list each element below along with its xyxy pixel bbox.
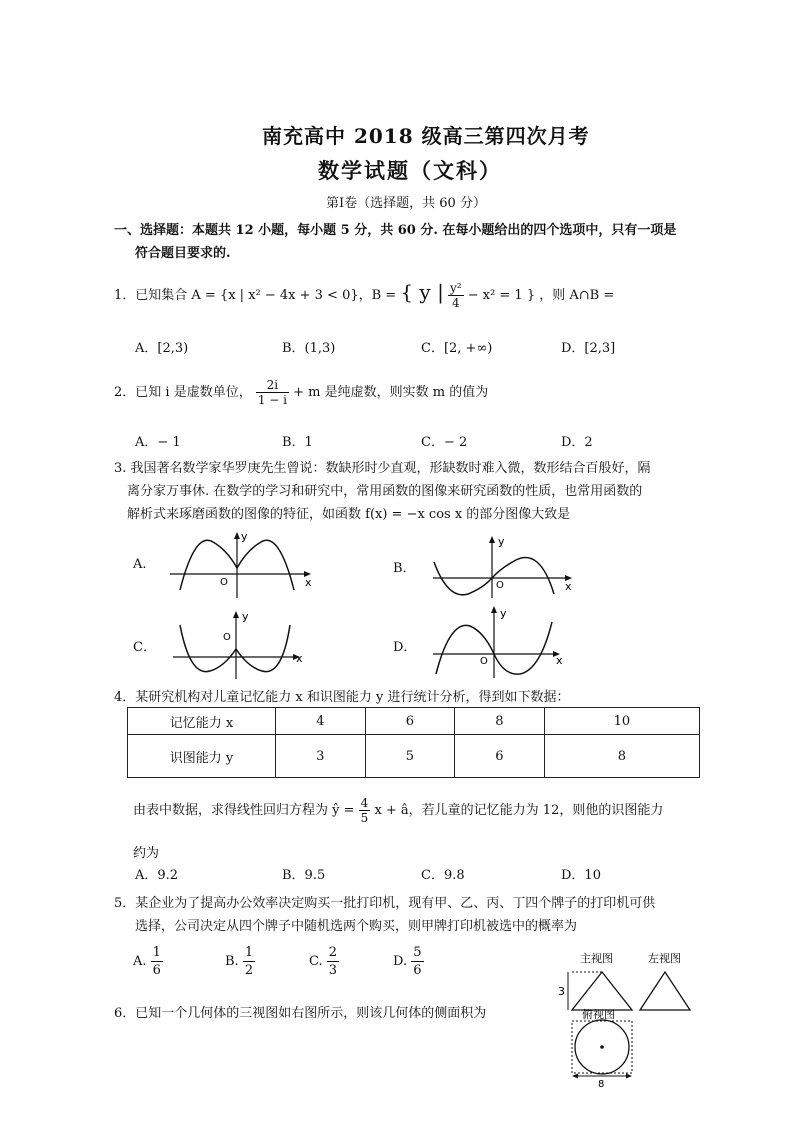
side-view-triangle [640,972,690,1010]
q3-label-c: C． [133,640,156,655]
q5-d-num: 5 [413,945,422,960]
table-row [128,735,700,778]
q5-option-a [133,944,163,979]
graph-b-origin: O [496,580,504,591]
q5-d-den: 6 [413,963,422,978]
q2-option-d: D．2 [561,435,593,450]
section-title: 第Ⅰ卷（选择题，共 60 分） [326,196,486,211]
q5-line2: 选择，公司决定从四个牌子中随机选两个购买，则甲牌打印机被选中的概率为 [135,919,578,934]
q2-option-a: A．− 1 [135,435,181,450]
q3-graph-a [165,528,325,602]
subject-title: 数学试题（文科） [318,158,502,183]
q4-option-d: D．10 [561,868,601,883]
width-label: 8 [598,1079,605,1088]
q5-option-b-fraction [243,944,255,979]
graph-d-x-label: x [556,654,563,667]
q4-option-a: A．9.2 [135,868,179,883]
graph-a-origin: O [220,577,228,588]
front-view-triangle [572,972,632,1010]
q3-line1: 3. 我国著名数学家华罗庚先生曾说：数缺形时少直观，形缺数时难入微，数形结合百般好，隔 [114,461,651,476]
q5-a-den: 6 [152,963,161,978]
graph-d-origin: O [480,656,488,667]
table-cell-label: 记忆能力 x [128,708,276,735]
q5-option-a-fraction [151,944,163,979]
q2-suffix: + m 是纯虚数，则实数 m 的值为 [293,385,489,400]
table-cell: 10 [544,708,699,735]
question-1 [114,280,614,310]
q4-option-c: C．9.8 [421,868,465,883]
table-cell-label: 识图能力 y [128,735,276,778]
q4-intro: 4．某研究机构对儿童记忆能力 x 和识图能力 y 进行统计分析，得到如下数据： [114,690,570,705]
q4-option-b: B．9.5 [282,868,326,883]
q5-option-c [309,944,339,979]
table-cell: 3 [276,735,366,778]
q3-label-a: A. [133,557,147,572]
table-row [128,708,700,735]
q2-option-b: B．1 [282,435,313,450]
front-view-label: 主视图 [580,952,613,965]
q5-line1: 5．某企业为了提高办公效率决定购买一批打印机，现有甲、乙、丙、丁四个牌子的打印机可供 [114,896,656,911]
q1-frac-den: 4 [451,296,460,310]
graph-d-y-label: y [500,607,507,620]
graph-c-y-label: y [242,610,249,623]
q1-option-a: A．[2,3) [135,341,189,356]
q1-frac-num: y² [449,281,462,295]
q3-label-b: B． [393,561,416,576]
q2-prefix: 2．已知 i 是虚数单位， [114,385,252,400]
q3-graph-c [168,607,318,681]
q5-a-num: 1 [152,945,161,960]
table-cell: 5 [365,735,455,778]
q1-option-d: D．[2,3] [561,341,616,356]
q5-option-c-letter: C. [309,954,323,969]
q4-frac-den: 5 [360,811,369,825]
q2-frac-den: 1 − i [257,393,287,407]
q5-option-a-letter: A. [133,954,147,969]
q3-graph-d [428,602,583,680]
q1-option-b: B．(1,3) [282,341,336,356]
q5-option-b-letter: B. [225,954,239,969]
q3-label-d: D． [393,640,417,655]
top-view-label: 俯视图 [582,1008,615,1021]
q4-data-table [127,707,700,778]
part1-heading-line1: 一、选择题：本题共 12 小题，每小题 5 分，共 60 分. 在每小题给出的四个选项中，只有一项是 [114,223,677,238]
q4-text-b: x + â，若儿童的记忆能力为 12，则他的识图能力 [374,803,664,818]
part1-heading-line2: 符合题目要求的. [135,246,231,261]
q6-text: 6．已知一个几何体的三视图如右图所示，则该几何体的侧面积为 [114,1006,487,1021]
q1-option-c: C．[2, +∞) [421,341,493,356]
q1-suffix: ，则 A∩B = [539,288,615,303]
table-cell: 8 [544,735,699,778]
q5-b-den: 2 [244,963,254,978]
graph-c-origin: O [223,632,231,643]
three-view-diagram [550,948,700,1088]
q5-option-d [393,944,424,979]
q4-text-c: 约为 [133,846,160,861]
q1-set-open: { y | [400,280,444,304]
graph-a-y-label: y [241,530,248,543]
q2-fraction [256,378,289,407]
q4-regression-line [133,796,663,825]
q3-line3: 解析式来琢磨函数的图像的特征，如函数 f(x) = −x cos x 的部分图像大致是 [127,507,571,522]
q1-prefix: 1．已知集合 A = {x | x² − 4x + 3 < 0}，B = [114,288,401,303]
q4-fraction [359,796,371,825]
table-cell: 6 [455,735,545,778]
height-label: 3 [558,985,565,998]
q4-frac-num: 4 [360,796,369,810]
q4-text-a: 由表中数据，求得线性回归方程为 ŷ = [133,803,355,818]
side-view-label: 左视图 [648,952,681,965]
exam-title: 南充高中 2018 级高三第四次月考 [262,124,590,148]
graph-c-x-label: x [296,652,303,665]
q2-frac-num: 2i [256,378,289,393]
q1-fraction [448,281,464,310]
q5-option-d-fraction [411,944,423,979]
q5-c-num: 2 [328,945,338,960]
q5-option-d-letter: D. [393,954,408,969]
q5-option-c-fraction [327,944,339,979]
table-cell: 6 [365,708,455,735]
graph-b-x-label: x [565,580,572,593]
table-cell: 8 [455,708,545,735]
q3-line2: 离分家万事休. 在数学的学习和研究中，常用函数的图像来研究函数的性质，也常用函数的 [127,484,643,499]
q5-c-den: 3 [328,963,338,978]
table-cell: 4 [276,708,366,735]
graph-a-x-label: x [305,576,312,589]
q5-option-b [225,944,255,979]
q2-option-c: C．− 2 [421,435,468,450]
q5-b-num: 1 [244,945,254,960]
graph-b-y-label: y [498,535,505,548]
q1-set-rest: − x² = 1 } [467,288,536,303]
question-2 [114,378,488,407]
q3-graph-b [428,532,588,602]
